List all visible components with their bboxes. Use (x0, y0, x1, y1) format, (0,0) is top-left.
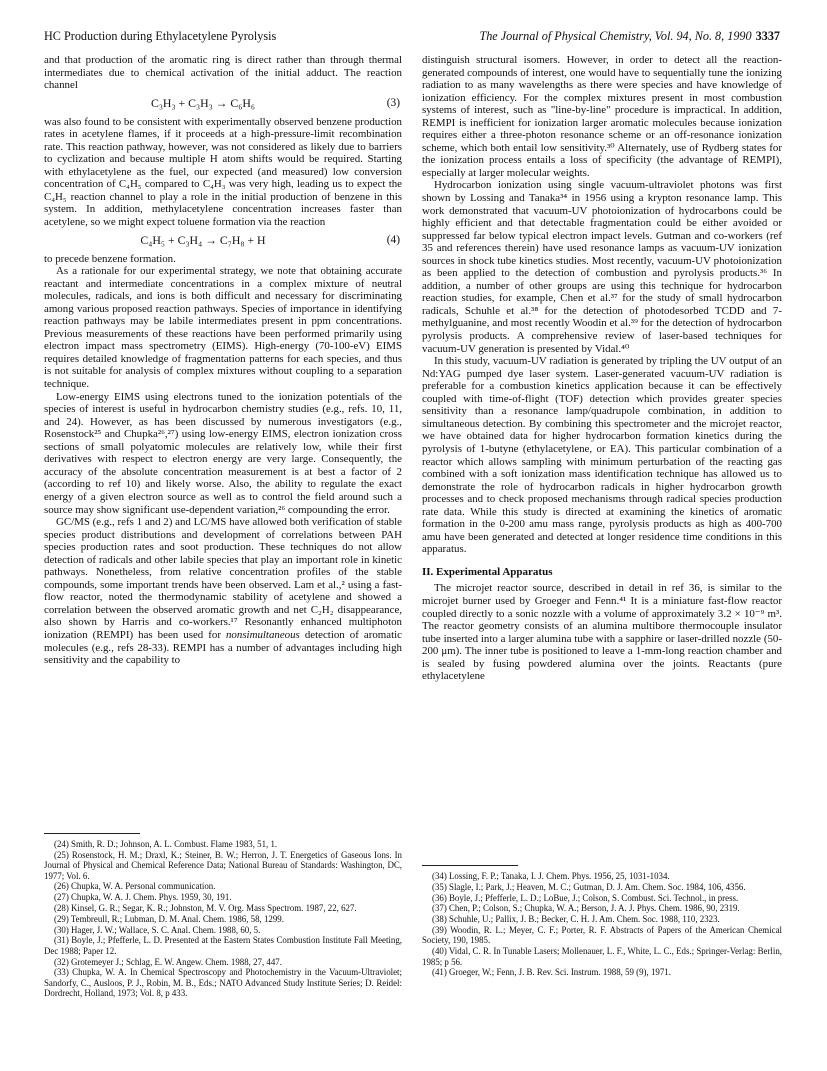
paragraph: was also found to be consistent with experimentally observed benzene production rates in acetylene flames, if it proceeds at a high-pressure-limit recombination rate. This reaction pathway, however, was not considered as likely due to barriers to cyclization and because multiple H atom shifts would be required. Starting with ethylacetylene as the fuel, our expected (and measured) low conversion concentration of C₄H₅ compared to C₄H₃ was very high, leading us to expect the C₄H₅ reaction channel to play a role in the initial production of benzene in this system. In addition, methylacetylene concentration increases faster than acetylene, so we might expect toluene formation via the reaction (44, 115, 402, 229)
equation-body: C₃H₃ + C₃H₃ → C₆H₆ (150, 95, 256, 110)
footnote-references-left (44, 826, 402, 999)
equation-number: (3) (386, 96, 400, 109)
journal-name: The Journal of Physical Chemistry, Vol. 94, No. 8, 1990 (479, 29, 752, 43)
page-number: 3337 (755, 29, 780, 43)
reference: (35) Slagle, I.; Park, J.; Heaven, M. C.; Gutman, D. J. Am. Chem. Soc. 1984, 106, 4356. (432, 881, 746, 892)
left-column (44, 54, 402, 667)
running-title: HC Production during Ethylacetylene Pyrolysis (44, 29, 277, 43)
paragraph: distinguish structural isomers. However, in order to detect all the reaction-generated compounds of interest, one would have to sequentially tune the ionizing radiation to as many wavelengths as there were species and have knowledge of ionization efficiency. For the complex mixtures present in most combustion systems of interest, such as "line-by-line" procedure is impractical. In addition, REMPI is inefficient for ionization larger aromatic molecules because ionization requires either a three-photon resonance scheme or an off-resonance ionization scheme, which both entail low sensitivity.³⁰ Alternately, use of Rydberg states for the ionization process entails a loss of specificity (the advantage of REMPI), especially at larger molecular weights. (422, 54, 782, 179)
paragraph: to precede benzene formation. (44, 252, 176, 265)
reference: (33) Chupka, W. A. In Chemical Spectroscopy and Photochemistry in the Vacuum-Ultraviolet; Sandorfy, C., Ausloos, P. J., Robin, M. B., Eds.; NATO Advanced Study Institute Series; D. Reidel: Dordrecht, Holland, 1973; Vol. 8, p 433. (44, 967, 402, 999)
reference: (32) Grotemeyer J.; Schlag, E. W. Angew. Chem. 1988, 27, 447. (54, 956, 282, 967)
reference: (41) Groeger, W.; Fenn, J. B. Rev. Sci. Instrum. 1988, 59 (9), 1971. (432, 967, 671, 978)
text-run: GC/MS (e.g., refs 1 and 2) and LC/MS have allowed both verification of stable species product distributions and development of correlations between PAH species production rates and soot production. These techniques do not allow detection of radicals and other labile species that play an important role in kinetic pathways. Nonetheless, from relative concentration profiles of the stable compounds, some important trends have been observed. Lam et al.,² using a fast-flow reactor, noted the thermodynamic stability of acetylene and showed a correlation between the observed aromatic growth and net C₂H₂ disappearance, also shown by Harris and co-workers.¹⁷ Resonantly enhanced multiphoton ionization (REMPI) has been used for (44, 516, 402, 641)
reference: (34) Lossing, F. P.; Tanaka, I. J. Chem. Phys. 1956, 25, 1031-1034. (432, 871, 670, 881)
footnote-rule (44, 833, 140, 834)
reference: (31) Boyle, J.; Pfefferle, L. D. Presented at the Eastern States Combustion Institute Fall Meeting, Dec 1988; Paper 12. (44, 935, 402, 956)
text-run: detection of aromatic molecules (e.g., refs 28-33). REMPI has a number of advantages including high sensitivity and the capability to (44, 628, 402, 667)
reference: (26) Chupka, W. A. Personal communication. (54, 881, 216, 892)
paragraph: The microjet reactor source, described in detail in ref 36, is similar to the microjet burner used by Groeger and Fenn.⁴¹ It is a miniature fast-flow reactor coupled directly to a sonic nozzle with a volume of approximately 3.2 × 10⁻⁹ m³. The reactor geometry consists of an alumina multibore thermocouple insulator tube inserted into a larger alumina tube with a sapphire or laser-drilled nozzle (50-200 μm). The inner tube is positioned to leave a 1-mm-long reaction chamber and is sealed by fusing powdered alumina over the joints. Reactants (pure ethylacetylene (422, 582, 782, 683)
paragraph (44, 516, 402, 667)
equation-4 (44, 230, 402, 252)
equation-body: C₄H₅ + C₃H₄ → C₇H₈ + H (140, 232, 266, 247)
reference: (28) Kinsel, G. R.; Segar, K. R.; Johnston, M. V. Org. Mass Spectrom. 1987, 22, 627. (54, 903, 357, 913)
equation-3 (44, 93, 402, 115)
emphasis: nonsimultaneous (225, 628, 300, 641)
reference: (36) Boyle, J.; Pfefferle, L. D.; LoBue, J.; Colson, S. Combust. Sci. Technol., in press. (432, 892, 739, 903)
journal-citation (479, 29, 780, 44)
reference: (29) Tembreull, R.; Lubman, D. M. Anal. Chem. 1986, 58, 1299. (54, 913, 284, 924)
reference: (39) Woodin, R. L.; Meyer, C. F.; Porter, R. F. Abstracts of Papers of the American Chemical Society, 190, 1985. (422, 924, 782, 946)
reference: (40) Vidal, C. R. In Tunable Lasers; Mollenauer, L. F., White, L. C., Eds.; Springer-Verlag: Berlin, 1985; p 56. (422, 946, 782, 967)
footnote-rule (422, 865, 518, 866)
reference: (25) Rosenstock, H. M.; Draxl, K.; Steiner, B. W.; Herron, J. T. Energetics of Gaseous Ions. In Journal of Physical and Chemical Reference Data; National Bureau of Standards: Washington, DC, 1977; Vol. 6. (44, 849, 402, 881)
right-column (422, 54, 782, 683)
reference: (24) Smith, R. D.; Johnson, A. L. Combust. Flame 1983, 51, 1. (54, 839, 278, 849)
reference: (37) Chen, P.; Colson, S.; Chupka, W. A.; Berson, J. A. J. Phys. Chem. 1986, 90, 2319. (432, 903, 740, 914)
paragraph: Low-energy EIMS using electrons tuned to the ionization potentials of the species of interest is useful in hydrocarbon chemistry studies (e.g., refs. 10, 11, and 24). However, as has been discussed by numerous investigators (e.g., Rosenstock²⁵ and Chupka²⁶,²⁷) using low-energy EIMS, electron ionization cross sections of small polyatomic molecules are relatively low, while their first derivatives with respect to electron energy are very large. Consequently, the accuracy of the absolute concentration measurement is at best a factor of 2 (according to ref 10) and likely worse. Also, the ability to regulate the exact energy of a given electron source as well as to control the field around such a source may show significant use-dependent variation,²⁶ compounding the error. (44, 390, 402, 516)
reference: (38) Schuhle, U.; Pallix, J. B.; Becker, C. H. J. Am. Chem. Soc. 1988, 110, 2323. (432, 914, 720, 925)
paragraph: Hydrocarbon ionization using single vacuum-ultraviolet photons was first shown by Lossing and Tanaka³⁴ in 1956 using a krypton resonance lamp. This work demonstrated that vacuum-UV photoionization of hydrocarbons could be highly efficient and that detectable fragmentation could be either avoided or suppressed far below typical electron impact levels. Gutman and co-workers (ref 35 and references therein) have used resonance lamps as vacuum-UV ionization sources in shock tube kinetics studies. Most recently, vacuum-UV photoionization as been applied to the detection of combustion and pyrolysis products.³⁶ In addition, a number of other groups are using this technique for hydrocarbon reaction studies, for example, Chen et al.³⁷ for the study of small hydrocarbon radicals, Schuhle et al.³⁸ for the detection of photodesorbed TCDD and 7-methylguanine, and most recently Woodin et al.³⁹ for the detection of hydrocarbon pyrolysis products. A comprehensive review of laser-based techniques for vacuum-UV generation is presented by Vidal.⁴⁰ (422, 179, 782, 355)
paragraph: In this study, vacuum-UV radiation is generated by tripling the UV output of an Nd:YAG pumped dye laser system. Laser-generated vacuum-UV radiation is preferable for a combustion kinetics application because it can be effectively coupled with time-of-flight (TOF) detection which provides greater species sensitivity than a resonance lamp/quadrupole combination, in addition to simultaneous detection. By combining this spectrometer and the microjet reactor, we have obtained data for higher hydrocarbon formation kinetics during the pyrolysis of 1-butyne (ethylacetylene, or EA). This particular combination of a reactor which allows sampling with minimum perturbation of the reacting gas combined with a soft ionization mass identification technique has allowed us to demonstrate the role of hydrocarbon radicals in higher hydrocarbon growth processes and to check proposed mechanisms through radical species production rate data. While this study is directed at examining the kinetics of aromatic formation in the 0-200 amu mass range, pyrolysis products as high as 400-700 amu have been generated and detected at longer residence time conditions in this apparatus. (422, 355, 782, 556)
paragraph: and that production of the aromatic ring is direct rather than through thermal intermediates due to chemical activation of the initial adduct. The reaction channel (44, 54, 402, 92)
paragraph: As a rationale for our experimental strategy, we note that obtaining accurate reactant and intermediate concentrations in a complex mixture of neutral molecules, radicals, and ions is both difficult and necessary for discriminating among various proposed reaction pathways. Species of importance in identifying reaction pathways may be labile intermediates present in ppm concentrations. Previous measurements of these reactions have been performed primarily using electron impact mass spectrometry (EIMS). High-energy (70-100-eV) EIMS requires detailed knowledge of fragmentation patterns for each species, and thus is not suitable for analysis of complex mixtures without coupling to a separation technique. (44, 265, 402, 391)
footnote-references-right (422, 858, 782, 978)
reference: (30) Hager, J. W.; Wallace, S. C. Anal. Chem. 1988, 60, 5. (54, 924, 261, 935)
reference: (27) Chupka, W. A. J. Chem. Phys. 1959, 30, 191. (54, 892, 232, 903)
equation-number: (4) (386, 233, 400, 246)
running-header (44, 29, 780, 45)
section-heading: II. Experimental Apparatus (422, 565, 553, 578)
